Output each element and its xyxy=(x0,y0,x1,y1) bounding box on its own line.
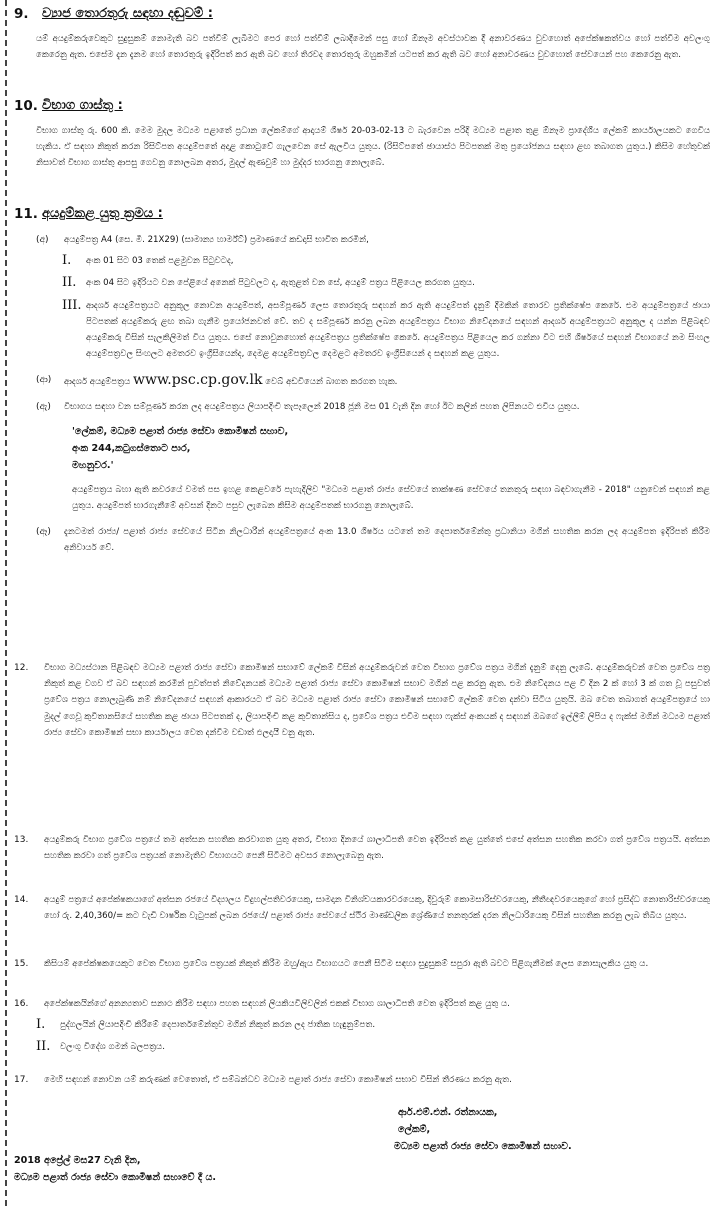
item-text-pre: ආදර්ශ අයදුම්පත්‍රය xyxy=(64,377,131,388)
section-10 xyxy=(14,98,710,172)
section-number: 10. xyxy=(14,98,38,114)
roman-label: I. xyxy=(36,1017,46,1033)
address-line: අංක 244,කටුගස්තොට පාර, xyxy=(72,442,191,454)
issue-date-block xyxy=(14,1152,514,1186)
item-text-post: වෙබ් අඩවියෙන් බාගත කරගත හැක. xyxy=(265,377,398,388)
subitem-i xyxy=(62,253,710,269)
section-text: මෙහි සඳහන් නොවන යම් කරුණක් වෙතොත්, ඒ සම්බන්ධව මධ්‍යම පළාත් රාජ්‍ය සේවා කොමිෂන් සභාව විසින් තීරණය කරනු ඇත. xyxy=(44,1075,512,1085)
roman-label: I. xyxy=(62,253,72,269)
section-text: කිසියම් අපේක්ෂකයෙකුට වෙත විභාග ප්‍රවේශ පත්‍රයක් නිකුත් කිරීම ඔහු/ඇය විභාගයට පෙනී සිටීම සඳහා සුදුසුකම් සපුරා ඇති බවට පිළිගැනීමක් ලෙස නොසැලකිය යුතු ය. xyxy=(44,959,649,969)
section-text: යම් අයදුම්කරුවෙකුට සුදුසුකම් නොමැති බව පත්වීම් ලැබීමට පෙර හෝ පත්වීම් ලබාදීමෙන් පසු හෝ ඕනෑම අවස්ථාවක දී අනාවරණය වුවහොත් අපේක්ෂකත්වය හෝ පත්වීම අවලංගු කෙරෙනු ඇත. එසේම දැන දැනම හෝ තොරතුරු ඉදිරිපත් කර ඇති බව හෝ තිරවද තොරතුරු ඔහුකමින් යටපත් කර ඇති බව හෝ අනාවරණය වුවහොත් සේවයෙන් පහ කෙරෙනු ඇත. xyxy=(36,34,710,61)
address-line: 'ලේකම්, මධ්‍යම පළාත් රාජ්‍ය සේවා කොමිෂන් සභාව, xyxy=(72,425,289,437)
roman-label: II. xyxy=(62,275,77,291)
dashed-cut-line xyxy=(5,0,7,1206)
item-text: විභාගය සඳහා වන සම්පූර්ණ කරන ලද අයදුම්පත්‍රය ලියාපදිංචි තැපෑලෙන් 2018 ජූනි මස 01 වැනි දින හෝ ඊට කලින් පහත ලිපිනයට එවිය යුතුය. xyxy=(64,401,580,412)
signature-block xyxy=(394,1104,710,1155)
subitem-text: ආදර්ශ අයදුම්පත්‍රයට අනුකූල නොවන අයදුම්පත්, අසම්පූර්ණ ලෙස තොරතුරු සඳහන් කර ඇති අයදුම්පත් දැනුම් දීමකින් තොරව ප්‍රතික්ෂේප කෙරේ. එම අයදුම්පත්‍රයේ ඡායා පිටපතක් අයදුම්කරු ළඟ තබා ගැනීම ප්‍රයෝජනවත් වේ. තව ද සම්පූර්ණ කරනු ලබන අයදුම්පත්‍රය විභාග නිවේදනයේ සඳහන් ආදර්ශ අයදුම්පත්‍රයට අනුකූල ද යන්න පිළිබඳව අයදුම්කරු විසින් සැලකිලිමත් විය යුතුය. එසේ නොවුනහොත් අයදුම්පත්‍රය ප්‍රතික්ෂේප කෙරේ. අයදුම්පත්‍රය පිළියෙල කර ගන්නා විට එහි ශීර්ෂයේ සඳහන් විභාගයේ නම සිංහල අයදුම්පත්‍රවල සිංහලට අමතරව ඉංග්‍රීසියෙන්ද, දෙමළ අයදුම්පත්‍රවල දෙමළට අමතරව ඉංග්‍රීසියෙන් ද සඳහන් කළ යුතුය. xyxy=(86,300,710,360)
item-label: (ඇ) xyxy=(36,401,51,412)
subitem-text: අංක 04 සිට ඉදිරියට වන පේළියේ අනෙක් පිටුවලට ද, ඇතුළත් වන සේ, අයදුම් පත්‍රය පිළියෙල කරගත යුතුය. xyxy=(86,278,475,289)
subitem-text: පුද්ගලයින් ලියාපදිංචි කිරීමේ දෙපාර්තමේන්තුව මගින් නිකුත් කරන ලද ජාතික හැඳුනුම්පත. xyxy=(60,1020,376,1031)
section-number: 16. xyxy=(14,999,29,1009)
item-text: දැනටමත් රාජ්‍ය/ පළාත් රාජ්‍ය සේවයේ සිටින නිලධාරීන් අයදුම්පත්‍රයේ අංක 13.0 ශීර්ෂය යටතේ තම දෙපාර්තමේන්තු ප්‍රධානියා මගින් සහතික කරන ලද අයදුම්පත ඉදිරිපත් කිරීම අනිවාර්ය වේ. xyxy=(64,527,710,554)
section-heading xyxy=(14,206,710,222)
item-text: අයදුම්පත්‍ර A4 (සෙ. මී. 21X29) (සාමාන්‍ය හාර්ම්ට්) ප්‍රමාණයේ කඩදාසි භාවිත කරමින්, xyxy=(64,235,369,245)
item-label: (අ) xyxy=(36,235,49,245)
section-number: 17. xyxy=(14,1075,29,1085)
subitem-text: වලංගු විදේශ ගමන් බලපත්‍රය. xyxy=(60,1042,165,1053)
section-number: 15. xyxy=(14,959,29,969)
section-number: 9. xyxy=(14,6,29,22)
section-15 xyxy=(14,956,710,972)
item-text xyxy=(64,372,710,390)
item-ae xyxy=(36,399,710,415)
signatory-organization: මධ්‍යම පළාත් රාජ්‍ය සේවා කොමිෂන් සභාව. xyxy=(394,1141,572,1152)
item-a xyxy=(36,232,710,248)
signatory-name: ආර්.එම්.එන්. රත්නායක, xyxy=(398,1107,498,1118)
section-text: අයදුම් පත්‍රයේ අපේක්ෂකයාගේ අත්සන රජයේ විද්‍යාලය විදුහල්පතිවරයෙකු, සාමදාන විනිශ්චයකාරවරයෙකු, දිවුරුම් කොමසාරිස්වරයෙකු, නීතීඥවරයෙකුගේ හෝ ප්‍රසිද්ධ නොතාරිස්වරයෙකු හෝ රු. 2,40,360/= කට වැඩි වාර්ෂික වැටුපක් ලබන රජයේ/ පළාත් රාජ්‍ය සේවයේ ස්ථිර මාණ්ඩලික ශ්‍රේණියේ තනතුරක් දරන නිලධාරියෙකු විසින් සහතික කරනු ලැබ තිබිය යුතුය. xyxy=(44,895,710,922)
section-12 xyxy=(14,660,710,741)
roman-label: II. xyxy=(36,1039,51,1055)
signatory-title: ලේකම්, xyxy=(398,1124,431,1135)
item-aa xyxy=(36,372,710,390)
section-number: 12. xyxy=(14,663,29,673)
item-ee xyxy=(36,524,710,556)
subitem-i xyxy=(36,1017,710,1033)
section-number: 14. xyxy=(14,895,29,905)
section-heading xyxy=(14,6,710,22)
section-17 xyxy=(14,1072,710,1088)
section-text: විභාග මධ්‍යස්ථාන පිළිබඳව මධ්‍යම පළාත් රාජ්‍ය සේවා කොමිෂන් සභාවේ ලේකම් විසින් අයදුම්කරුවන් වෙත විභාග ප්‍රවේශ පත්‍රය මගින් දැනුම් දෙනු ලැබේ. අයදුම්කරුවන් වෙත ප්‍රවේශ පත්‍ර නිකුත් කළ වගව ඒ බව සඳහන් කරමින් පුවත්පත් නිවේදනයක් මධ්‍යම පළාත් රාජ්‍ය සේවා කොමිෂන් සභාව මගින් පළ කරනු ඇත. එම නිවේදනය පළ වී දින 2 ක් හෝ 3 ක් ගත වූ පසුවත් ප්‍රවේශ පත්‍රය නොලැබුණි නම් නිවේදනයේ සඳහන් ආකාරයට ඒ බව මධ්‍යම පළාත් රාජ්‍ය සේවා කොමිෂන් සභාවේ ලේකම් වෙත දන්වා සිටිය යුතුයි. ඔබ වෙත තබාගත් අයදුම්පත්‍රයේ හා මුදල් ගෙවූ කුවිතානසියේ සහතික කළ ඡායා පිටපතක් ද, ලියාපදිංචි කළ කුවිතාන්සිය ද, ප්‍රවේශ පත්‍රය එවීම සඳහා ෆැක්ස් අංකයක් ද සඳහන් ඔබගේ ඉල්ලීම් ලිපිය ද ෆැක්ස් මගින් මධ්‍යම පළාත් රාජ්‍ය සේවා කොමිෂන් සභා කාර්යාලය වෙත දන්වීම වඩාත් ඵලදායී වනු ඇත. xyxy=(44,663,710,738)
item-label: (ආ) xyxy=(36,375,52,386)
website-link[interactable]: www.psc.cp.gov.lk xyxy=(132,372,263,389)
roman-label: III. xyxy=(62,297,82,313)
section-title: ව්‍යාජ තොරතුරු සඳහා දඬුවම් : xyxy=(42,6,213,21)
section-11 xyxy=(14,206,710,557)
section-number: 11. xyxy=(14,206,38,222)
issue-place: මධ්‍යම පළාත් රාජ්‍ය සේවා කොමිෂන් සභාවේ දී ය. xyxy=(14,1172,217,1183)
address-line: මහනුවර.' xyxy=(72,459,114,471)
section-9 xyxy=(14,6,710,63)
section-16 xyxy=(14,996,710,1056)
section-13 xyxy=(14,832,710,864)
subitem-text: අංක 01 සිට 03 තෙක් පළමුවන පිටුවටද, xyxy=(86,256,234,267)
section-text: විභාග ගාස්තු රු. 600 කි. මෙම මුදල මධ්‍යම පළාතේ ප්‍රධාන ලේකම්ගේ ආදායම් ශීර්ෂ 20-03-02-13 ට බැරවෙන පරිදි මධ්‍යම පළාත තුළ ඕනෑම ප්‍රාදේශීය ලේකම් කාර්යාලයකට ගෙවිය හැකිය. ඒ සඳහා නිකුත් කරන රිසිට්පත අයදුම්පතේ අදාළ කොටුවේ ගැලවෙන සේ ඇලවිය යුතුය. (රිසිට්පතේ ඡායාස්ථ පිටපතක් මතු ප්‍රයෝජනය සඳහා ළඟ තබාගත යුතුය.) කිසිම හේතුවක් නිසාවත් විභාග ගාස්තු ආපසු ගෙවනු නොලබන අතර, මුදල් ඇණවුම් හා මුද්දර භාරගනු නොලැබේ. xyxy=(36,126,710,169)
subitem-iii xyxy=(62,298,710,363)
item-label: (ඈ) xyxy=(36,527,51,538)
section-title: අයදුම්කළ යුතු ක්‍රමය : xyxy=(42,206,163,221)
section-heading xyxy=(14,98,710,114)
section-number: 13. xyxy=(14,835,29,845)
postal-address xyxy=(14,423,710,474)
subitem-ii xyxy=(36,1039,710,1055)
issue-date: 2018 අප්‍රේල් මස27 වැනි දින, xyxy=(14,1155,141,1166)
section-text: අයදුම්කරු විභාග ප්‍රවේශ පත්‍රයේ තම අත්සන සහතික කරවාගත යුතු අතර, විභාග දිනයේ ශාලාධිපති වෙත ඉදිරිපත් කළ යුත්තේ එසේ අත්සන සහතික කරවා ගත් ප්‍රවේශ පත්‍රයයි. අත්සන සහතික කරවා ගත් ප්‍රවේශ පත්‍රයක් නොමැතිව විභාගයට පෙනී සිටීමට අවසර නොලැබෙනු ඇත. xyxy=(44,835,710,862)
section-14 xyxy=(14,892,710,924)
section-text: අපේක්ෂකයින්ගේ අනන්‍යතාව සනාථ කිරීම සඳහා පහත සඳහන් ලියකියවිලිවලින් එකක් විභාග ශාලාධිපති වෙත ඉදිරිපත් කළ යුතු ය. xyxy=(44,999,510,1009)
section-title: විභාග ගාස්තු : xyxy=(42,98,123,113)
subitem-ii xyxy=(62,275,710,291)
envelope-instructions: අයදුම්පත්‍රය බහා ඇති කවරයේ වමත් පස ඉහළ කෙළවරේ පැහැදිලිව "මධ්‍යම පළාත් රාජ්‍ය සේවයේ තාක්ෂණ සේවයේ තනතුරු සඳහා බඳවාගැනීම - 2018" යනුවෙන් සඳහන් කළ යුතුය. අයදුම්පත් භාරගැනීමේ අවසන් දිනට පසුව ලැබෙන කිසිම අයදුම්පතක් භාරගනු නොලැබේ. xyxy=(72,484,710,512)
section-16-intro xyxy=(14,996,710,1012)
